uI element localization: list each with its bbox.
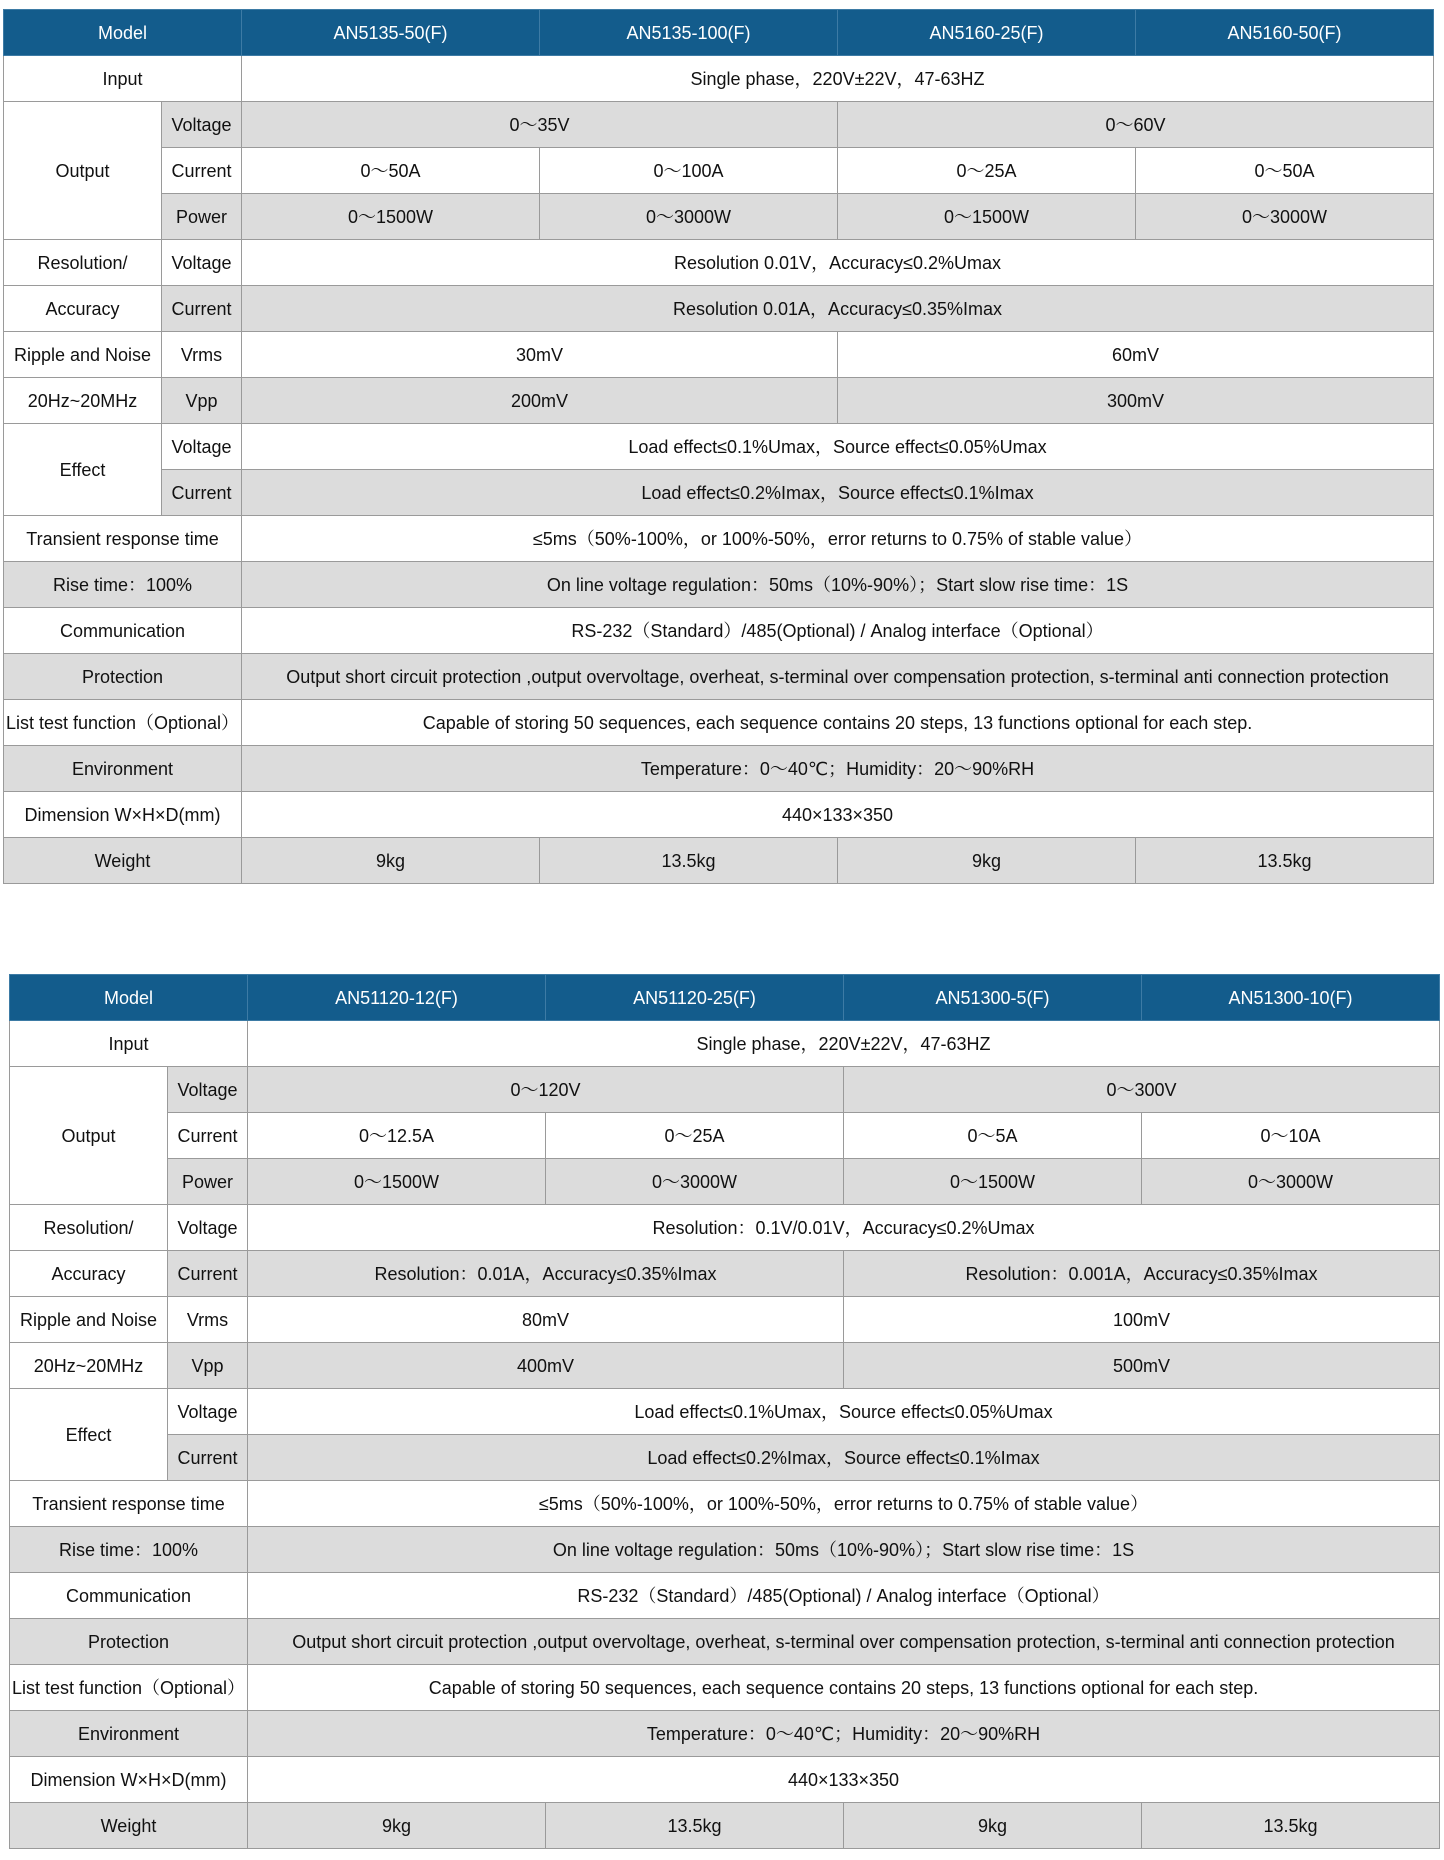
weight-value: 9kg [844, 1803, 1142, 1849]
transient-label: Transient response time [4, 516, 242, 562]
transient-row [10, 1481, 1440, 1527]
ripple-label-line2: 20Hz~20MHz [4, 378, 162, 424]
model-name: AN51300-10(F) [1142, 975, 1440, 1021]
resolution-voltage-value: Resolution 0.01V，Accuracy≤0.2%Umax [242, 240, 1434, 286]
effect-current-row [4, 470, 1434, 516]
input-row [10, 1021, 1440, 1067]
ripple-vrms-value: 100mV [844, 1297, 1440, 1343]
resolution-current-row [10, 1251, 1440, 1297]
ripple-label-line1: Ripple and Noise [4, 332, 162, 378]
output-current-value: 0～5A [844, 1113, 1142, 1159]
protection-value: Output short circuit protection ,output overvoltage, overheat, s-terminal over compensation protection, s-terminal anti connection protection [242, 654, 1434, 700]
communication-row [10, 1573, 1440, 1619]
resolution-voltage-row [4, 240, 1434, 286]
output-power-value: 0～3000W [546, 1159, 844, 1205]
transient-value: ≤5ms（50%-100%，or 100%-50%，error returns to 0.75% of stable value） [242, 516, 1434, 562]
output-label: Output [10, 1067, 168, 1205]
dimension-row [4, 792, 1434, 838]
communication-value: RS-232（Standard）/485(Optional) / Analog interface（Optional） [242, 608, 1434, 654]
communication-label: Communication [10, 1573, 248, 1619]
output-current-value: 0～50A [242, 148, 540, 194]
model-name: AN5135-100(F) [540, 10, 838, 56]
ripple-vpp-value: 300mV [838, 378, 1434, 424]
resolution-current-value: Resolution 0.01A，Accuracy≤0.35%Imax [242, 286, 1434, 332]
spec-table-1 [3, 9, 1434, 884]
model-label: Model [10, 975, 248, 1021]
rise-label: Rise time：100% [10, 1527, 248, 1573]
ripple-vpp-value: 500mV [844, 1343, 1440, 1389]
effect-current-label: Current [162, 470, 242, 516]
communication-label: Communication [4, 608, 242, 654]
transient-row [4, 516, 1434, 562]
output-current-row [4, 148, 1434, 194]
rise-row [4, 562, 1434, 608]
model-name: AN51300-5(F) [844, 975, 1142, 1021]
output-power-value: 0～3000W [1142, 1159, 1440, 1205]
weight-label: Weight [4, 838, 242, 884]
protection-row [10, 1619, 1440, 1665]
resolution-label-line2: Accuracy [10, 1251, 168, 1297]
ripple-vrms-row [4, 332, 1434, 378]
effect-label: Effect [10, 1389, 168, 1481]
dimension-label: Dimension W×H×D(mm) [4, 792, 242, 838]
ripple-label-line2: 20Hz~20MHz [10, 1343, 168, 1389]
output-power-value: 0～3000W [1136, 194, 1434, 240]
protection-value: Output short circuit protection ,output overvoltage, overheat, s-terminal over compensation protection, s-terminal anti connection protection [248, 1619, 1440, 1665]
weight-value: 13.5kg [540, 838, 838, 884]
ripple-vpp-label: Vpp [168, 1343, 248, 1389]
list-test-row [4, 700, 1434, 746]
output-voltage-value: 0～300V [844, 1067, 1440, 1113]
environment-label: Environment [10, 1711, 248, 1757]
output-voltage-label: Voltage [162, 102, 242, 148]
output-current-value: 0～50A [1136, 148, 1434, 194]
dimension-value: 440×133×350 [248, 1757, 1440, 1803]
resolution-voltage-row [10, 1205, 1440, 1251]
weight-value: 13.5kg [1136, 838, 1434, 884]
output-power-row [10, 1159, 1440, 1205]
effect-current-row [10, 1435, 1440, 1481]
spec-table-2 [9, 974, 1440, 1849]
input-value: Single phase，220V±22V，47-63HZ [248, 1021, 1440, 1067]
effect-current-value: Load effect≤0.2%Imax，Source effect≤0.1%Imax [242, 470, 1434, 516]
ripple-vrms-value: 60mV [838, 332, 1434, 378]
output-power-row [4, 194, 1434, 240]
list-test-value: Capable of storing 50 sequences, each sequence contains 20 steps, 13 functions optional for each step. [248, 1665, 1440, 1711]
ripple-vpp-row [4, 378, 1434, 424]
weight-label: Weight [10, 1803, 248, 1849]
output-current-value: 0～12.5A [248, 1113, 546, 1159]
output-power-value: 0～1500W [838, 194, 1136, 240]
effect-voltage-label: Voltage [162, 424, 242, 470]
resolution-current-row [4, 286, 1434, 332]
protection-row [4, 654, 1434, 700]
output-power-label: Power [162, 194, 242, 240]
ripple-vrms-value: 30mV [242, 332, 838, 378]
weight-value: 9kg [838, 838, 1136, 884]
output-current-value: 0～25A [838, 148, 1136, 194]
ripple-vpp-label: Vpp [162, 378, 242, 424]
effect-voltage-row [4, 424, 1434, 470]
output-label: Output [4, 102, 162, 240]
weight-value: 13.5kg [1142, 1803, 1440, 1849]
resolution-label-line1: Resolution/ [4, 240, 162, 286]
ripple-vrms-label: Vrms [162, 332, 242, 378]
output-power-label: Power [168, 1159, 248, 1205]
model-name: AN5160-50(F) [1136, 10, 1434, 56]
weight-value: 9kg [242, 838, 540, 884]
resolution-current-value: Resolution：0.01A，Accuracy≤0.35%Imax [248, 1251, 844, 1297]
resolution-current-label: Current [162, 286, 242, 332]
environment-label: Environment [4, 746, 242, 792]
output-current-label: Current [162, 148, 242, 194]
output-voltage-row [4, 102, 1434, 148]
input-row [4, 56, 1434, 102]
model-name: AN51120-12(F) [248, 975, 546, 1021]
effect-current-value: Load effect≤0.2%Imax，Source effect≤0.1%Imax [248, 1435, 1440, 1481]
list-test-label: List test function（Optional） [4, 700, 242, 746]
dimension-label: Dimension W×H×D(mm) [10, 1757, 248, 1803]
input-label: Input [4, 56, 242, 102]
effect-label: Effect [4, 424, 162, 516]
rise-value: On line voltage regulation：50ms（10%-90%）；Start slow rise time：1S [248, 1527, 1440, 1573]
output-voltage-value: 0～60V [838, 102, 1434, 148]
communication-value: RS-232（Standard）/485(Optional) / Analog interface（Optional） [248, 1573, 1440, 1619]
header-row [10, 975, 1440, 1021]
header-row [4, 10, 1434, 56]
effect-voltage-value: Load effect≤0.1%Umax，Source effect≤0.05%Umax [248, 1389, 1440, 1435]
output-power-value: 0～1500W [248, 1159, 546, 1205]
resolution-voltage-value: Resolution：0.1V/0.01V，Accuracy≤0.2%Umax [248, 1205, 1440, 1251]
output-current-value: 0～100A [540, 148, 838, 194]
output-voltage-row [10, 1067, 1440, 1113]
model-name: AN51120-25(F) [546, 975, 844, 1021]
protection-label: Protection [4, 654, 242, 700]
environment-value: Temperature：0～40℃；Humidity：20～90%RH [248, 1711, 1440, 1757]
model-name: AN5135-50(F) [242, 10, 540, 56]
ripple-vrms-value: 80mV [248, 1297, 844, 1343]
output-power-value: 0～1500W [844, 1159, 1142, 1205]
transient-value: ≤5ms（50%-100%，or 100%-50%，error returns to 0.75% of stable value） [248, 1481, 1440, 1527]
output-current-row [10, 1113, 1440, 1159]
weight-value: 9kg [248, 1803, 546, 1849]
resolution-current-label: Current [168, 1251, 248, 1297]
rise-value: On line voltage regulation：50ms（10%-90%）；Start slow rise time：1S [242, 562, 1434, 608]
list-test-value: Capable of storing 50 sequences, each sequence contains 20 steps, 13 functions optional for each step. [242, 700, 1434, 746]
output-current-value: 0～10A [1142, 1113, 1440, 1159]
communication-row [4, 608, 1434, 654]
transient-label: Transient response time [10, 1481, 248, 1527]
output-voltage-label: Voltage [168, 1067, 248, 1113]
model-name: AN5160-25(F) [838, 10, 1136, 56]
ripple-vpp-row [10, 1343, 1440, 1389]
output-power-value: 0～3000W [540, 194, 838, 240]
weight-value: 13.5kg [546, 1803, 844, 1849]
output-voltage-value: 0～120V [248, 1067, 844, 1113]
effect-current-label: Current [168, 1435, 248, 1481]
rise-row [10, 1527, 1440, 1573]
environment-row [4, 746, 1434, 792]
weight-row [4, 838, 1434, 884]
rise-label: Rise time：100% [4, 562, 242, 608]
weight-row [10, 1803, 1440, 1849]
input-label: Input [10, 1021, 248, 1067]
dimension-value: 440×133×350 [242, 792, 1434, 838]
output-current-value: 0～25A [546, 1113, 844, 1159]
model-label: Model [4, 10, 242, 56]
ripple-vpp-value: 400mV [248, 1343, 844, 1389]
environment-row [10, 1711, 1440, 1757]
list-test-label: List test function（Optional） [10, 1665, 248, 1711]
input-value: Single phase，220V±22V，47-63HZ [242, 56, 1434, 102]
dimension-row [10, 1757, 1440, 1803]
output-current-label: Current [168, 1113, 248, 1159]
list-test-row [10, 1665, 1440, 1711]
resolution-current-value: Resolution：0.001A，Accuracy≤0.35%Imax [844, 1251, 1440, 1297]
resolution-voltage-label: Voltage [168, 1205, 248, 1251]
output-voltage-value: 0～35V [242, 102, 838, 148]
protection-label: Protection [10, 1619, 248, 1665]
effect-voltage-label: Voltage [168, 1389, 248, 1435]
resolution-voltage-label: Voltage [162, 240, 242, 286]
ripple-vpp-value: 200mV [242, 378, 838, 424]
resolution-label-line1: Resolution/ [10, 1205, 168, 1251]
environment-value: Temperature：0～40℃；Humidity：20～90%RH [242, 746, 1434, 792]
resolution-label-line2: Accuracy [4, 286, 162, 332]
output-power-value: 0～1500W [242, 194, 540, 240]
ripple-vrms-row [10, 1297, 1440, 1343]
effect-voltage-value: Load effect≤0.1%Umax，Source effect≤0.05%Umax [242, 424, 1434, 470]
ripple-label-line1: Ripple and Noise [10, 1297, 168, 1343]
effect-voltage-row [10, 1389, 1440, 1435]
ripple-vrms-label: Vrms [168, 1297, 248, 1343]
